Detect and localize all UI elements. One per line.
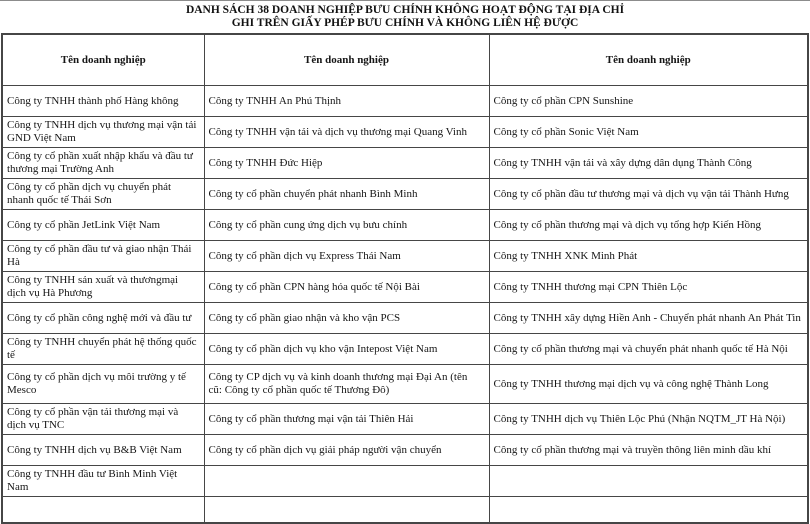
table-cell: Công ty TNHH XNK Minh Phát bbox=[489, 241, 808, 272]
table-row bbox=[2, 117, 808, 148]
table-body bbox=[2, 86, 808, 523]
page-title bbox=[0, 4, 810, 30]
company-table bbox=[1, 33, 809, 524]
title-line-2: GHI TRÊN GIẤY PHÉP BƯU CHÍNH VÀ KHÔNG LIÊN HỆ ĐƯỢC bbox=[231, 17, 579, 29]
table-cell: Công ty cổ phần xuất nhập khẩu và đầu tư thương mại Trường Anh bbox=[2, 148, 204, 179]
table-cell: Công ty cổ phần dịch vụ kho vận Intepost Việt Nam bbox=[204, 334, 489, 365]
table-cell: Công ty cổ phần CPN hàng hóa quốc tế Nội Bài bbox=[204, 272, 489, 303]
table-cell: Công ty TNHH xây dựng Hiền Anh - Chuyển phát nhanh An Phát Tin bbox=[489, 303, 808, 334]
table-cell: Công ty TNHH dịch vụ Thiên Lộc Phú (Nhận NQTM_JT Hà Nội) bbox=[489, 404, 808, 435]
table-cell: Công ty cổ phần thương mại và truyền thông liên minh dầu khí bbox=[489, 435, 808, 466]
table-row bbox=[2, 303, 808, 334]
table-row bbox=[2, 179, 808, 210]
table-cell: Công ty cổ phần thương mại và chuyển phát nhanh quốc tế Hà Nội bbox=[489, 334, 808, 365]
table-cell: Công ty TNHH Đức Hiệp bbox=[204, 148, 489, 179]
window-top-edge bbox=[0, 0, 810, 1]
table-row bbox=[2, 404, 808, 435]
table-cell: Công ty cổ phần đầu tư và giao nhận Thái Hà bbox=[2, 241, 204, 272]
column-header-1: Tên doanh nghiệp bbox=[2, 34, 204, 86]
header-row bbox=[2, 34, 808, 86]
table-cell: Công ty cổ phần giao nhận và kho vận PCS bbox=[204, 303, 489, 334]
table-cell: Công ty cổ phần vận tải thương mại và dịch vụ TNC bbox=[2, 404, 204, 435]
table-cell: Công ty TNHH vận tải và xây dựng dân dụng Thành Công bbox=[489, 148, 808, 179]
table-cell: Công ty cổ phần thương mại vận tải Thiên Hải bbox=[204, 404, 489, 435]
table-row bbox=[2, 86, 808, 117]
table-cell: Công ty TNHH thành phố Hàng không bbox=[2, 86, 204, 117]
table-row bbox=[2, 272, 808, 303]
table-cell bbox=[204, 466, 489, 497]
table-cell: Công ty cổ phần dịch vụ chuyển phát nhanh quốc tế Thái Sơn bbox=[2, 179, 204, 210]
table-cell: Công ty TNHH An Phú Thịnh bbox=[204, 86, 489, 117]
table-row bbox=[2, 148, 808, 179]
table-cell: Công ty cổ phần CPN Sunshine bbox=[489, 86, 808, 117]
title-line-1: DANH SÁCH 38 DOANH NGHIỆP BƯU CHÍNH KHÔNG HOẠT ĐỘNG TẠI ĐỊA CHỈ bbox=[185, 4, 625, 16]
table-row bbox=[2, 497, 808, 523]
table-cell: Công ty TNHH chuyển phát hệ thống quốc tế bbox=[2, 334, 204, 365]
table-cell: Công ty cổ phần thương mại và dịch vụ tổng hợp Kiến Hồng bbox=[489, 210, 808, 241]
table-cell bbox=[2, 497, 204, 523]
column-header-2: Tên doanh nghiệp bbox=[204, 34, 489, 86]
table-cell: Công ty cổ phần JetLink Việt Nam bbox=[2, 210, 204, 241]
table-cell bbox=[489, 497, 808, 523]
table-cell: Công ty cổ phần dịch vụ môi trường y tế Mesco bbox=[2, 365, 204, 404]
table-cell: Công ty cổ phần đầu tư thương mại và dịch vụ vận tải Thành Hưng bbox=[489, 179, 808, 210]
table-cell: Công ty cổ phần dịch vụ Express Thái Nam bbox=[204, 241, 489, 272]
table-cell: Công ty cổ phần cung ứng dịch vụ bưu chính bbox=[204, 210, 489, 241]
table-cell: Công ty cổ phần công nghệ mới và đầu tư bbox=[2, 303, 204, 334]
table-row bbox=[2, 334, 808, 365]
table-row bbox=[2, 435, 808, 466]
table-cell: Công ty TNHH sản xuất và thươngmại dịch vụ Hà Phương bbox=[2, 272, 204, 303]
table-cell bbox=[204, 497, 489, 523]
table-row bbox=[2, 210, 808, 241]
table-cell: Công ty TNHH dịch vụ B&B Việt Nam bbox=[2, 435, 204, 466]
table-cell: Công ty TNHH đầu tư Bình Minh Việt Nam bbox=[2, 466, 204, 497]
table-cell bbox=[489, 466, 808, 497]
table-row bbox=[2, 365, 808, 404]
table-header bbox=[2, 34, 808, 86]
table-cell: Công ty TNHH vận tải và dịch vụ thương mại Quang Vinh bbox=[204, 117, 489, 148]
table-cell: Công ty TNHH dịch vụ thương mại vận tải GND Việt Nam bbox=[2, 117, 204, 148]
table-cell: Công ty TNHH thương mại dịch vụ và công nghệ Thành Long bbox=[489, 365, 808, 404]
table-cell: Công ty cổ phần Sonic Việt Nam bbox=[489, 117, 808, 148]
table-cell: Công ty cổ phần dịch vụ giải pháp người vận chuyển bbox=[204, 435, 489, 466]
table-row bbox=[2, 466, 808, 497]
table-cell: Công ty cổ phần chuyển phát nhanh Bình Minh bbox=[204, 179, 489, 210]
table-cell: Công ty TNHH thương mại CPN Thiên Lộc bbox=[489, 272, 808, 303]
table-cell: Công ty CP dịch vụ và kinh doanh thương mại Đại An (tên cũ: Công ty cổ phần quốc tế Thương Đô) bbox=[204, 365, 489, 404]
table-row bbox=[2, 241, 808, 272]
column-header-3: Tên doanh nghiệp bbox=[489, 34, 808, 86]
